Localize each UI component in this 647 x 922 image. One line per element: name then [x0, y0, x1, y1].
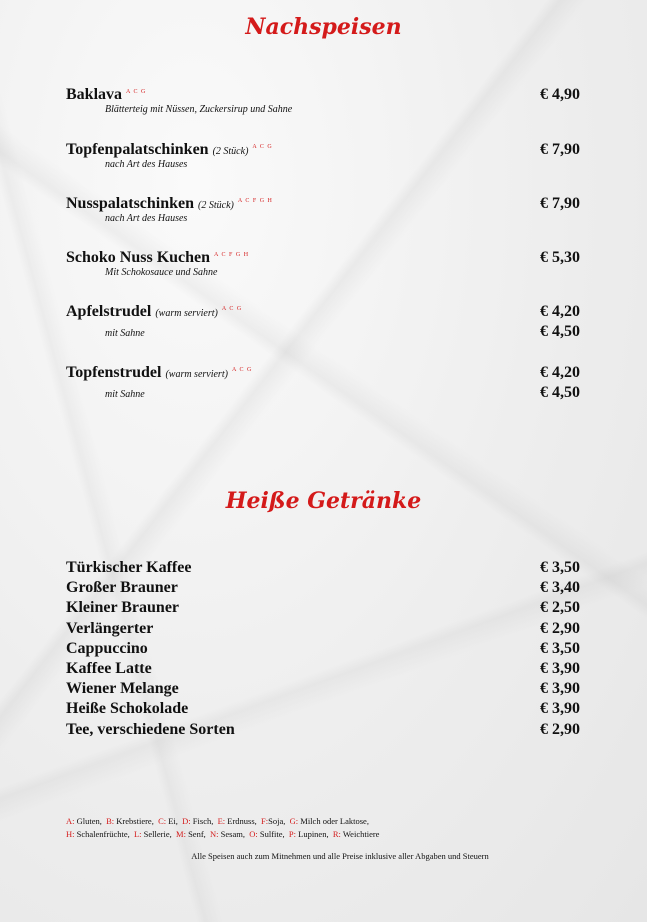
footer-note: Alle Speisen auch zum Mitnehmen und alle Preise inklusive aller Abgaben und Steuern: [191, 851, 489, 861]
legend-value: Erdnuss,: [227, 816, 257, 826]
item-description: mit Sahne: [105, 389, 145, 400]
dessert-item: [66, 195, 580, 225]
item-sub-price: € 4,50: [540, 323, 580, 340]
drink-name: Kleiner Brauner: [66, 599, 180, 617]
drink-row: [66, 579, 580, 599]
drink-name: Heiße Schokolade: [66, 700, 189, 718]
legend-value: Gluten,: [76, 816, 102, 826]
legend-key: P:: [288, 829, 296, 839]
item-description: nach Art des Hauses: [105, 159, 188, 170]
legend-key: E:: [217, 816, 226, 826]
legend-value: Lupinen,: [298, 829, 329, 839]
item-description: nach Art des Hauses: [105, 213, 188, 224]
drink-price: € 3,90: [540, 659, 580, 677]
item-name: Apfelstrudel: [66, 303, 152, 320]
drink-row: [66, 660, 580, 680]
hot-drinks-heading: Heiße Getränke: [225, 488, 422, 514]
legend-key: N:: [210, 829, 219, 839]
dessert-item: [66, 303, 580, 341]
drink-name: Wiener Melange: [66, 680, 179, 698]
drink-price: € 3,40: [540, 579, 580, 597]
drink-price: € 3,50: [540, 559, 580, 576]
drink-row: [66, 559, 580, 579]
legend-value: Soja,: [268, 816, 286, 826]
allergen-codes: A C F G H: [237, 198, 273, 204]
drink-row: [66, 620, 580, 640]
drink-row: [66, 599, 580, 619]
legend-value: Milch oder Laktose,: [300, 816, 369, 826]
legend-key: D:: [182, 816, 191, 826]
drink-name: Türkischer Kaffee: [66, 559, 192, 576]
legend-key: B:: [106, 816, 115, 826]
drink-price: € 3,50: [540, 639, 580, 657]
legend-key: R:: [332, 829, 341, 839]
item-sub-price: € 4,50: [540, 384, 580, 401]
item-description: Mit Schokosauce und Sahne: [105, 267, 218, 278]
legend-value: Ei,: [168, 816, 178, 826]
legend-value: Sesam,: [220, 829, 245, 839]
legend-key: A:: [66, 816, 75, 826]
allergen-codes: A C F G H: [214, 252, 250, 258]
item-price: € 5,30: [540, 249, 580, 266]
item-price: € 4,20: [540, 303, 580, 320]
allergen-codes: A C G: [252, 144, 273, 150]
allergen-legend: [66, 815, 379, 841]
legend-key: G:: [289, 816, 299, 826]
drink-name: Cappuccino: [66, 639, 148, 657]
item-price: € 4,20: [540, 364, 580, 381]
item-description: Blätterteig mit Nüssen, Zuckersirup und Sahne: [105, 104, 293, 115]
legend-key: F:: [261, 816, 269, 826]
legend-value: Sellerie,: [143, 829, 172, 839]
drink-row: [66, 700, 580, 720]
item-note: (2 Stück): [198, 200, 234, 211]
legend-key: H:: [66, 829, 75, 839]
drink-name: Kaffee Latte: [66, 659, 152, 677]
item-name: Nusspalatschinken: [66, 195, 195, 212]
drink-name: Tee, verschiedene Sorten: [66, 720, 235, 738]
drink-price: € 2,90: [540, 720, 580, 738]
item-name: Schoko Nuss Kuchen: [66, 249, 211, 266]
item-name: Topfenstrudel: [66, 364, 162, 381]
allergen-codes: A C G: [126, 89, 147, 95]
desserts-heading: Nachspeisen: [245, 14, 402, 40]
dessert-item: [66, 364, 580, 402]
item-price: € 4,90: [540, 86, 580, 103]
dessert-item: [66, 86, 580, 116]
drink-name: Verlängerter: [66, 619, 154, 637]
hot-drinks-list: [66, 559, 580, 741]
dessert-item: [66, 141, 580, 171]
drink-row: [66, 721, 580, 741]
allergen-codes: A C G: [231, 367, 253, 373]
legend-key: O:: [249, 829, 258, 839]
legend-key: L:: [133, 829, 142, 839]
legend-value: Sulfite,: [259, 829, 285, 839]
item-name: Topfenpalatschinken: [66, 141, 209, 158]
allergen-codes: A C G: [221, 306, 243, 312]
legend-line-1: [66, 815, 379, 828]
item-note: (warm serviert): [155, 308, 218, 319]
item-price: € 7,90: [540, 195, 580, 212]
item-note: (warm serviert): [165, 369, 228, 380]
item-name: Baklava: [66, 86, 123, 103]
legend-value: Fisch,: [192, 816, 214, 826]
dessert-item: [66, 249, 580, 279]
legend-value: Senf,: [188, 829, 206, 839]
drink-row: [66, 640, 580, 660]
legend-key: M:: [176, 829, 186, 839]
drink-row: [66, 680, 580, 700]
item-price: € 7,90: [540, 141, 580, 158]
drink-price: € 2,50: [540, 599, 580, 617]
legend-value: Weichtiere: [342, 829, 380, 839]
legend-value: Krebstiere,: [116, 816, 154, 826]
legend-value: Schalenfrüchte,: [76, 829, 130, 839]
drink-price: € 2,90: [540, 619, 580, 637]
item-description: mit Sahne: [105, 328, 145, 339]
legend-key: C:: [158, 816, 167, 826]
drink-name: Großer Brauner: [66, 579, 178, 597]
legend-line-2: [66, 828, 379, 841]
drink-price: € 3,90: [540, 700, 580, 718]
item-note: (2 Stück): [212, 146, 249, 157]
drink-price: € 3,90: [540, 680, 580, 698]
